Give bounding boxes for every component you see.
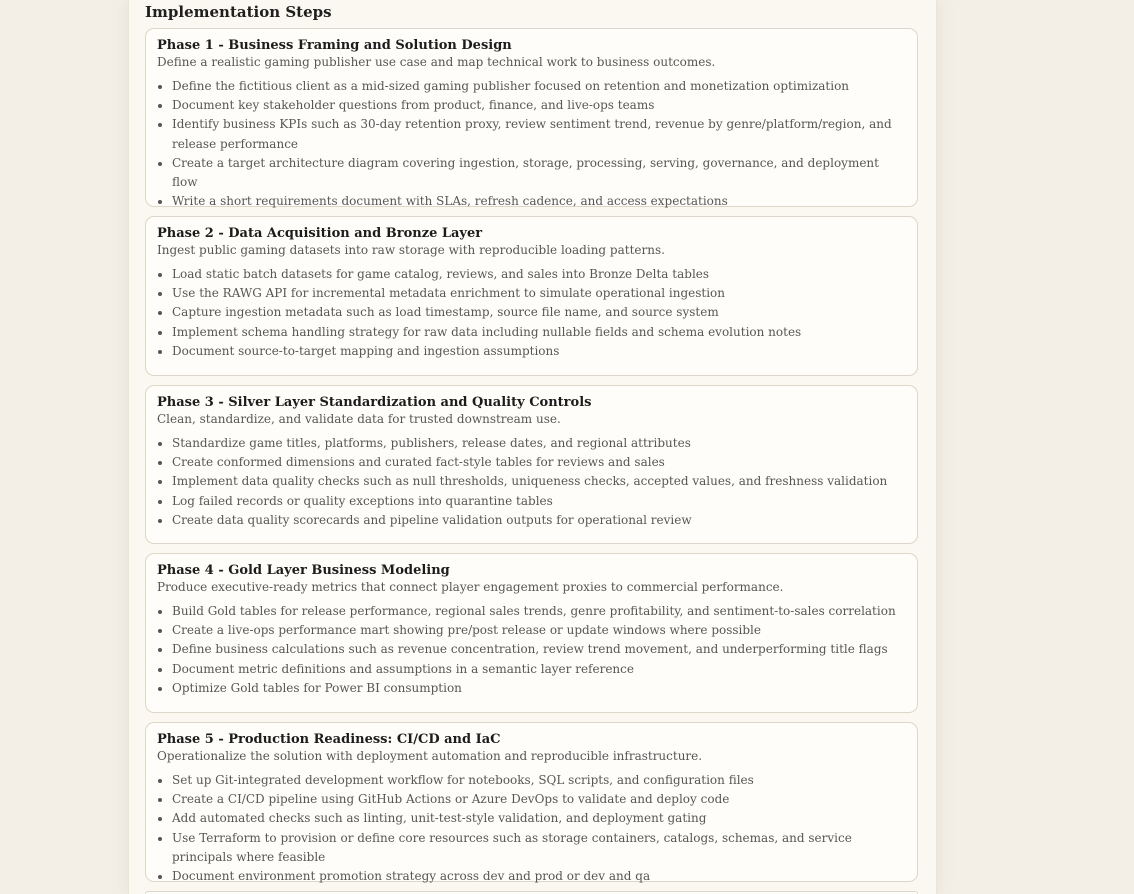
list-item: • Implement data quality checks such as null thresholds, uniqueness checks, accepted values, and freshness validation (172, 472, 906, 491)
list-item: • Document environment promotion strategy across dev and prod or dev and qa (172, 867, 906, 886)
step-list (157, 771, 906, 886)
phase-description: Produce executive-ready metrics that connect player engagement proxies to commercial performance. (157, 580, 784, 594)
list-item: • Set up Git-integrated development workflow for notebooks, SQL scripts, and configuration files (172, 771, 906, 790)
list-item: • Identify business KPIs such as 30-day retention proxy, review sentiment trend, revenue by genre/platform/region, and release performance (172, 115, 906, 153)
phase-title: Phase 1 - Business Framing and Solution Design (157, 38, 512, 53)
list-item: • Define the fictitious client as a mid-sized gaming publisher focused on retention and monetization optimization (172, 77, 906, 96)
list-item: • Optimize Gold tables for Power BI consumption (172, 679, 906, 698)
phase-title: Phase 2 - Data Acquisition and Bronze Layer (157, 226, 483, 241)
list-item: • Create a CI/CD pipeline using GitHub Actions or Azure DevOps to validate and deploy code (172, 790, 906, 809)
list-item: • Create a live-ops performance mart showing pre/post release or update windows where possible (172, 621, 906, 640)
step-list (157, 265, 906, 361)
phase-card-5 (145, 722, 918, 882)
list-item: • Write a short requirements document with SLAs, refresh cadence, and access expectations (172, 192, 906, 211)
step-list (157, 77, 906, 211)
list-item: • Add automated checks such as linting, unit-test-style validation, and deployment gating (172, 809, 906, 828)
list-item: • Use Terraform to provision or define core resources such as storage containers, catalogs, schemas, and service principals where feasible (172, 829, 906, 867)
list-item: • Standardize game titles, platforms, publishers, release dates, and regional attributes (172, 434, 906, 453)
list-item: • Use the RAWG API for incremental metadata enrichment to simulate operational ingestion (172, 284, 906, 303)
list-item: • Build Gold tables for release performance, regional sales trends, genre profitability, and sentiment-to-sales correlation (172, 602, 906, 621)
phase-title: Phase 3 - Silver Layer Standardization and Quality Controls (157, 395, 592, 410)
phase-description: Clean, standardize, and validate data for trusted downstream use. (157, 412, 561, 426)
list-item: • Document key stakeholder questions from product, finance, and live-ops teams (172, 96, 906, 115)
list-item: • Define business calculations such as revenue concentration, review trend movement, and underperforming title flags (172, 640, 906, 659)
list-item: • Load static batch datasets for game catalog, reviews, and sales into Bronze Delta tables (172, 265, 906, 284)
list-item: • Log failed records or quality exceptions into quarantine tables (172, 492, 906, 511)
list-item: • Create a target architecture diagram covering ingestion, storage, processing, serving, governance, and deployment flow (172, 154, 906, 192)
phase-description: Operationalize the solution with deployment automation and reproducible infrastructure. (157, 749, 703, 763)
list-item: • Implement schema handling strategy for raw data including nullable fields and schema evolution notes (172, 323, 906, 342)
section-title: Implementation Steps (145, 3, 332, 21)
list-item: • Document metric definitions and assumptions in a semantic layer reference (172, 660, 906, 679)
list-item: • Capture ingestion metadata such as load timestamp, source file name, and source system (172, 303, 906, 322)
phase-card-3 (145, 385, 918, 544)
phase-title: Phase 5 - Production Readiness: CI/CD and IaC (157, 732, 501, 747)
document-page (128, 0, 937, 894)
phase-card-2 (145, 216, 918, 376)
phase-card-4 (145, 553, 918, 713)
phase-description: Ingest public gaming datasets into raw storage with reproducible loading patterns. (157, 243, 665, 257)
list-item: • Create data quality scorecards and pipeline validation outputs for operational review (172, 511, 906, 530)
phase-description: Define a realistic gaming publisher use case and map technical work to business outcomes. (157, 55, 716, 69)
step-list (157, 434, 906, 530)
list-item: • Document source-to-target mapping and ingestion assumptions (172, 342, 906, 361)
phase-title: Phase 4 - Gold Layer Business Modeling (157, 563, 450, 578)
phase-card-1 (145, 28, 918, 207)
list-item: • Create conformed dimensions and curated fact-style tables for reviews and sales (172, 453, 906, 472)
step-list (157, 602, 906, 698)
